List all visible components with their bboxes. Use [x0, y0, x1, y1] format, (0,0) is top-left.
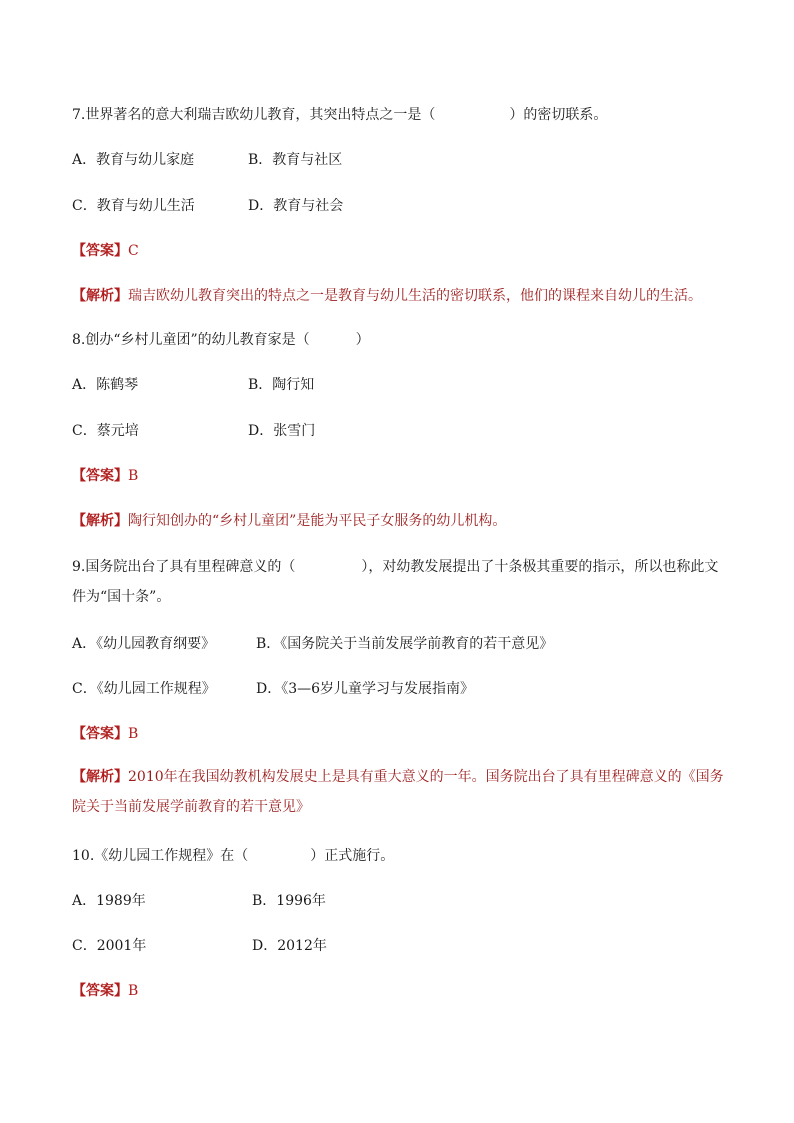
question-8-option-b: B．陶行知 — [248, 377, 315, 393]
question-7-stem-after: ）的密切联系。 — [509, 107, 608, 123]
question-8-analysis — [72, 510, 506, 532]
question-8-stem-after: ） — [355, 332, 370, 348]
answer-value: B — [128, 983, 139, 999]
answer-value: B — [128, 726, 139, 742]
question-9-option-b: B．《国务院关于当前发展学前教育的若干意见》 — [256, 636, 554, 652]
question-9-analysis — [72, 762, 724, 822]
question-7-stem-before: 7.世界著名的意大利瑞吉欧幼儿教育，其突出特点之一是（ — [72, 107, 436, 123]
question-7-answer — [72, 240, 139, 262]
question-10-answer — [72, 980, 138, 1002]
answer-tag: 【答案】 — [72, 468, 128, 484]
question-9-option-c: C．《幼儿园工作规程》 — [72, 681, 216, 697]
answer-value: C — [128, 243, 139, 259]
question-8-stem-before: 8.创办“乡村儿童团”的幼儿教育家是（ — [72, 332, 310, 348]
analysis-tag: 【解析】 — [72, 769, 128, 785]
question-10-option-c: C．2001年 — [72, 938, 147, 954]
question-7-option-a: A．教育与幼儿家庭 — [72, 152, 195, 168]
question-9-option-a: A．《幼儿园教育纲要》 — [72, 636, 216, 652]
question-9-answer — [72, 723, 138, 745]
question-8-answer — [72, 465, 138, 487]
analysis-text: 瑞吉欧幼儿教育突出的特点之一是教育与幼儿生活的密切联系，他们的课程来自幼儿的生活。 — [128, 288, 702, 304]
answer-value: B — [128, 468, 139, 484]
question-7-analysis — [72, 285, 702, 307]
question-8-option-d: D．张雪门 — [248, 423, 316, 439]
question-9-option-d: D．《3—6岁儿童学习与发展指南》 — [256, 681, 475, 697]
question-10-option-d: D．2012年 — [252, 938, 327, 954]
answer-tag: 【答案】 — [72, 243, 128, 259]
question-10-stem-after: ）正式施行。 — [310, 848, 395, 864]
question-7-option-d: D．教育与社会 — [248, 198, 344, 214]
question-10-option-b: B．1996年 — [252, 893, 326, 909]
question-9-stem-after: ），对幼教发展提出了十条极其重要的指示，所以也称此文件为“国十条”。 — [72, 559, 719, 605]
question-8-stem — [72, 329, 370, 351]
question-9-stem-before: 9.国务院出台了具有里程碑意义的（ — [72, 559, 296, 575]
analysis-tag: 【解析】 — [72, 513, 128, 529]
question-10-stem-before: 10.《幼儿园工作规程》在（ — [72, 848, 249, 864]
question-10-stem — [72, 845, 394, 867]
question-8-option-a: A．陈鹤琴 — [72, 377, 139, 393]
question-10-option-a: A．1989年 — [72, 893, 146, 909]
answer-tag: 【答案】 — [72, 983, 128, 999]
answer-tag: 【答案】 — [72, 726, 128, 742]
question-7-option-c: C．教育与幼儿生活 — [72, 198, 195, 214]
question-8-option-c: C．蔡元培 — [72, 423, 139, 439]
question-9-stem — [72, 552, 724, 612]
analysis-text: 2010年在我国幼教机构发展史上是具有重大意义的一年。国务院出台了具有里程碑意义的《国务院关于当前发展学前教育的若干意见》 — [72, 769, 724, 815]
question-7-stem — [72, 104, 607, 126]
analysis-text: 陶行知创办的“乡村儿童团”是能为平民子女服务的幼儿机构。 — [128, 513, 507, 529]
analysis-tag: 【解析】 — [72, 288, 128, 304]
question-7-option-b: B．教育与社区 — [248, 152, 343, 168]
